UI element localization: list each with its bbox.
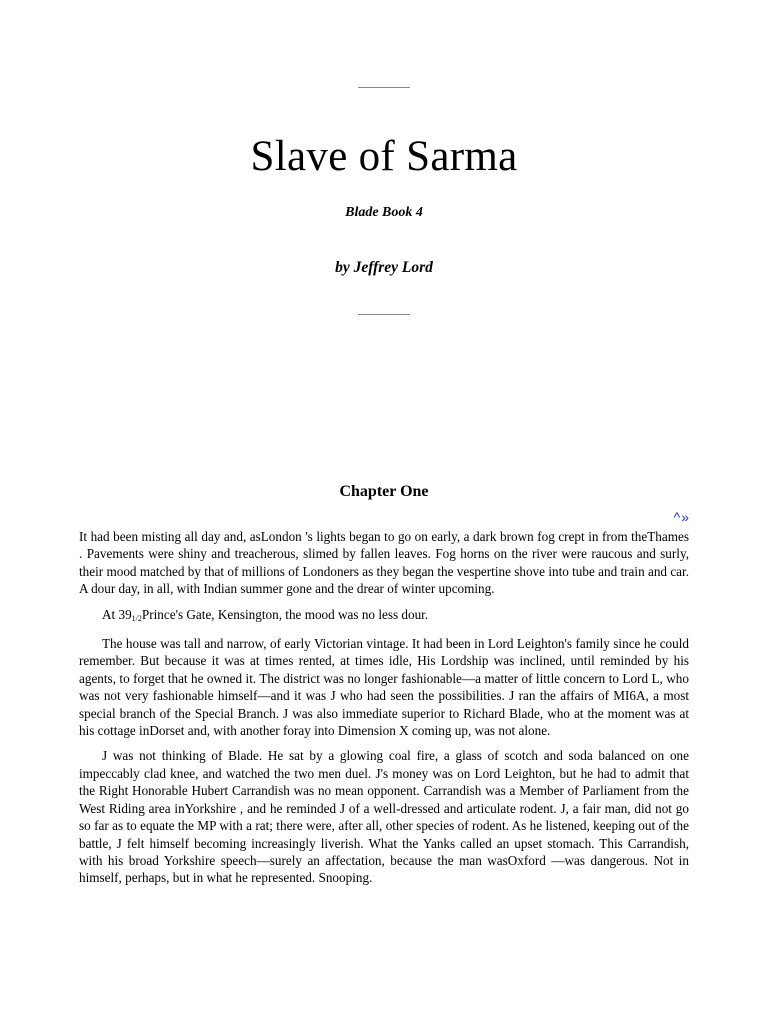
top-divider	[358, 87, 410, 88]
paragraph-2	[79, 606, 689, 627]
title-divider	[358, 314, 410, 315]
paragraph-2-end: Prince's Gate, Kensington, the mood was no less dour.	[141, 606, 429, 622]
author-byline: by Jeffrey Lord	[335, 259, 433, 276]
chapter-body	[79, 528, 689, 895]
book-title: Slave of Sarma	[250, 133, 518, 180]
next-chapter-link[interactable]: ^»	[673, 509, 690, 525]
paragraph-4: J was not thinking of Blade. He sat by a glowing coal fire, a glass of scotch and soda balanced on one impeccably clad knee, and watched the two men duel. J's money was on Lord Leighton, but he had to admit that the Right Honorable Hubert Carrandish was no mean opponent. Carrandish was a Member of Parliament from the West Riding area inYorkshire , and he reminded J of a well-dressed and articulate rodent. J, a fair man, did not go so far as to equate the MP with a rat; there were, after all, other species of rodent. As he listened, keeping out of the battle, J felt himself becoming increasingly liverish. What the Yanks called an upset stomach. This Carrandish, with his broad Yorkshire speech—surely an affectation, because the man wasOxford —was dangerous. Not in himself, perhaps, but in what he represented. Snooping.	[79, 748, 689, 886]
paragraph-3: The house was tall and narrow, of early Victorian vintage. It had been in Lord Leighton's family since he could remember. But because it was at times rented, at times idle, His Lordship was inclined, until reminded by his agents, to forget that he owned it. The district was no longer fashionable—a matter of little concern to Lord L, who was not very fashionable himself—and it was J who had seen the possibilities. J ran the affairs of MI6A, a most special branch of the Special Branch. J was also immediate superior to Richard Blade, who at the moment was at his cottage inDorset and, with another foray into Dimension X coming up, was not alone.	[79, 636, 689, 739]
paragraph-2-start: At 39	[102, 606, 132, 622]
chapter-heading: Chapter One	[339, 483, 429, 500]
paragraph-1: It had been misting all day and, asLondon 's lights began to go on early, a dark brown fog crept in from theThames . Pavements were shiny and treacherous, slimed by fallen leaves. Fog horns on the river were raucous and surly, their mood matched by that of millions of Londoners as they began the vespertine shove into tube and train and car. A dour day, in all, with Indian summer gone and the drear of winter upcoming.	[79, 529, 689, 597]
address-fraction: 1/2	[131, 613, 142, 623]
series-subtitle: Blade Book 4	[345, 205, 423, 220]
